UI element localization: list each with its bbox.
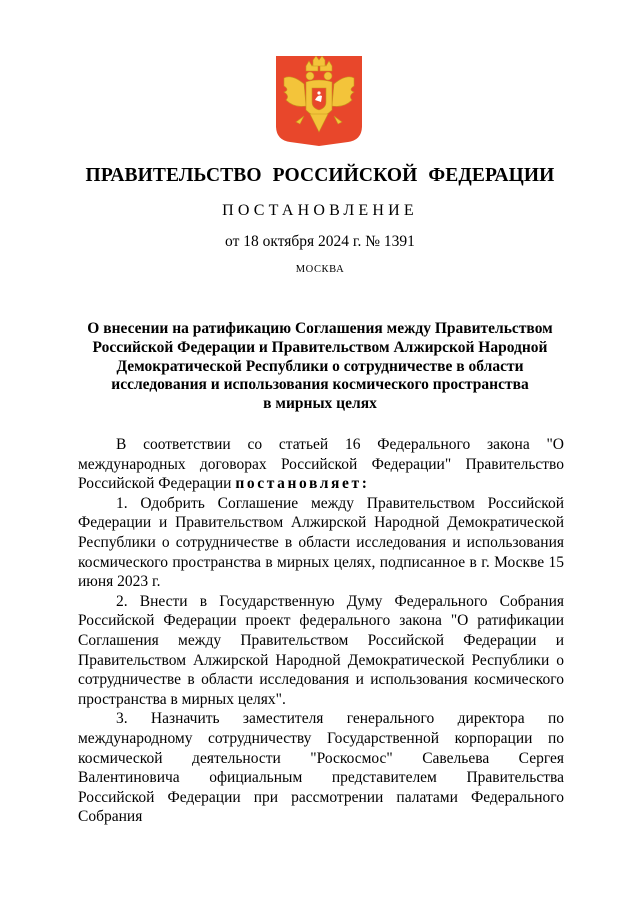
title-line: Демократической Республики о сотрудничестве в области [116, 357, 524, 375]
organization-name: ПРАВИТЕЛЬСТВО РОССИЙСКОЙ ФЕДЕРАЦИИ [85, 165, 555, 186]
document-type: ПОСТАНОВЛЕНИЕ [222, 202, 418, 219]
item-paragraph: 1. Одобрить Соглашение между Правительством Российской Федерации и Правительством Алжирской Народной Демократической Республики о сотрудничестве в области исследования и использования космического пространства в мирных целях, подписанное в г. Москве 15 июня 2023 г. [78, 494, 564, 591]
item-paragraph: 3. Назначить заместителя генерального директора по международному сотрудничеству Государственной корпорации по космической деятельности "Роскосмос" Савельева Сергея Валентиновича официальным представителем Правительства Российской Федерации при рассмотрении палатами Федерального Собрания [78, 710, 564, 826]
preamble-paragraph [78, 435, 564, 494]
preamble-text: В соответствии со статьей 16 Федерального закона "О международных договорах Российской Федерации" Правительство Российской Федерации [78, 436, 564, 493]
document-date-number: от 18 октября 2024 г. № 1391 [225, 233, 415, 250]
document-body [78, 435, 564, 827]
document-title [80, 320, 560, 414]
title-line: О внесении на ратификацию Соглашения между Правительством [87, 320, 553, 337]
title-line: в мирных целях [263, 395, 377, 413]
russian-coat-of-arms-icon [276, 56, 362, 146]
title-line: исследования и использования космического пространства [111, 376, 529, 394]
document-city: МОСКВА [295, 264, 345, 275]
decree-word: постановляет: [235, 475, 370, 493]
title-line: Российской Федерации и Правительством Алжирской Народной [92, 338, 548, 356]
item-paragraph: 2. Внести в Государственную Думу Федерального Собрания Российской Федерации проект федерального закона "О ратификации Соглашения между Правительством Российской Федерации и Правительством Алжирской Народной Демократической Республики о сотрудничестве в области исследования и использования космического пространства в мирных целях". [78, 592, 564, 708]
